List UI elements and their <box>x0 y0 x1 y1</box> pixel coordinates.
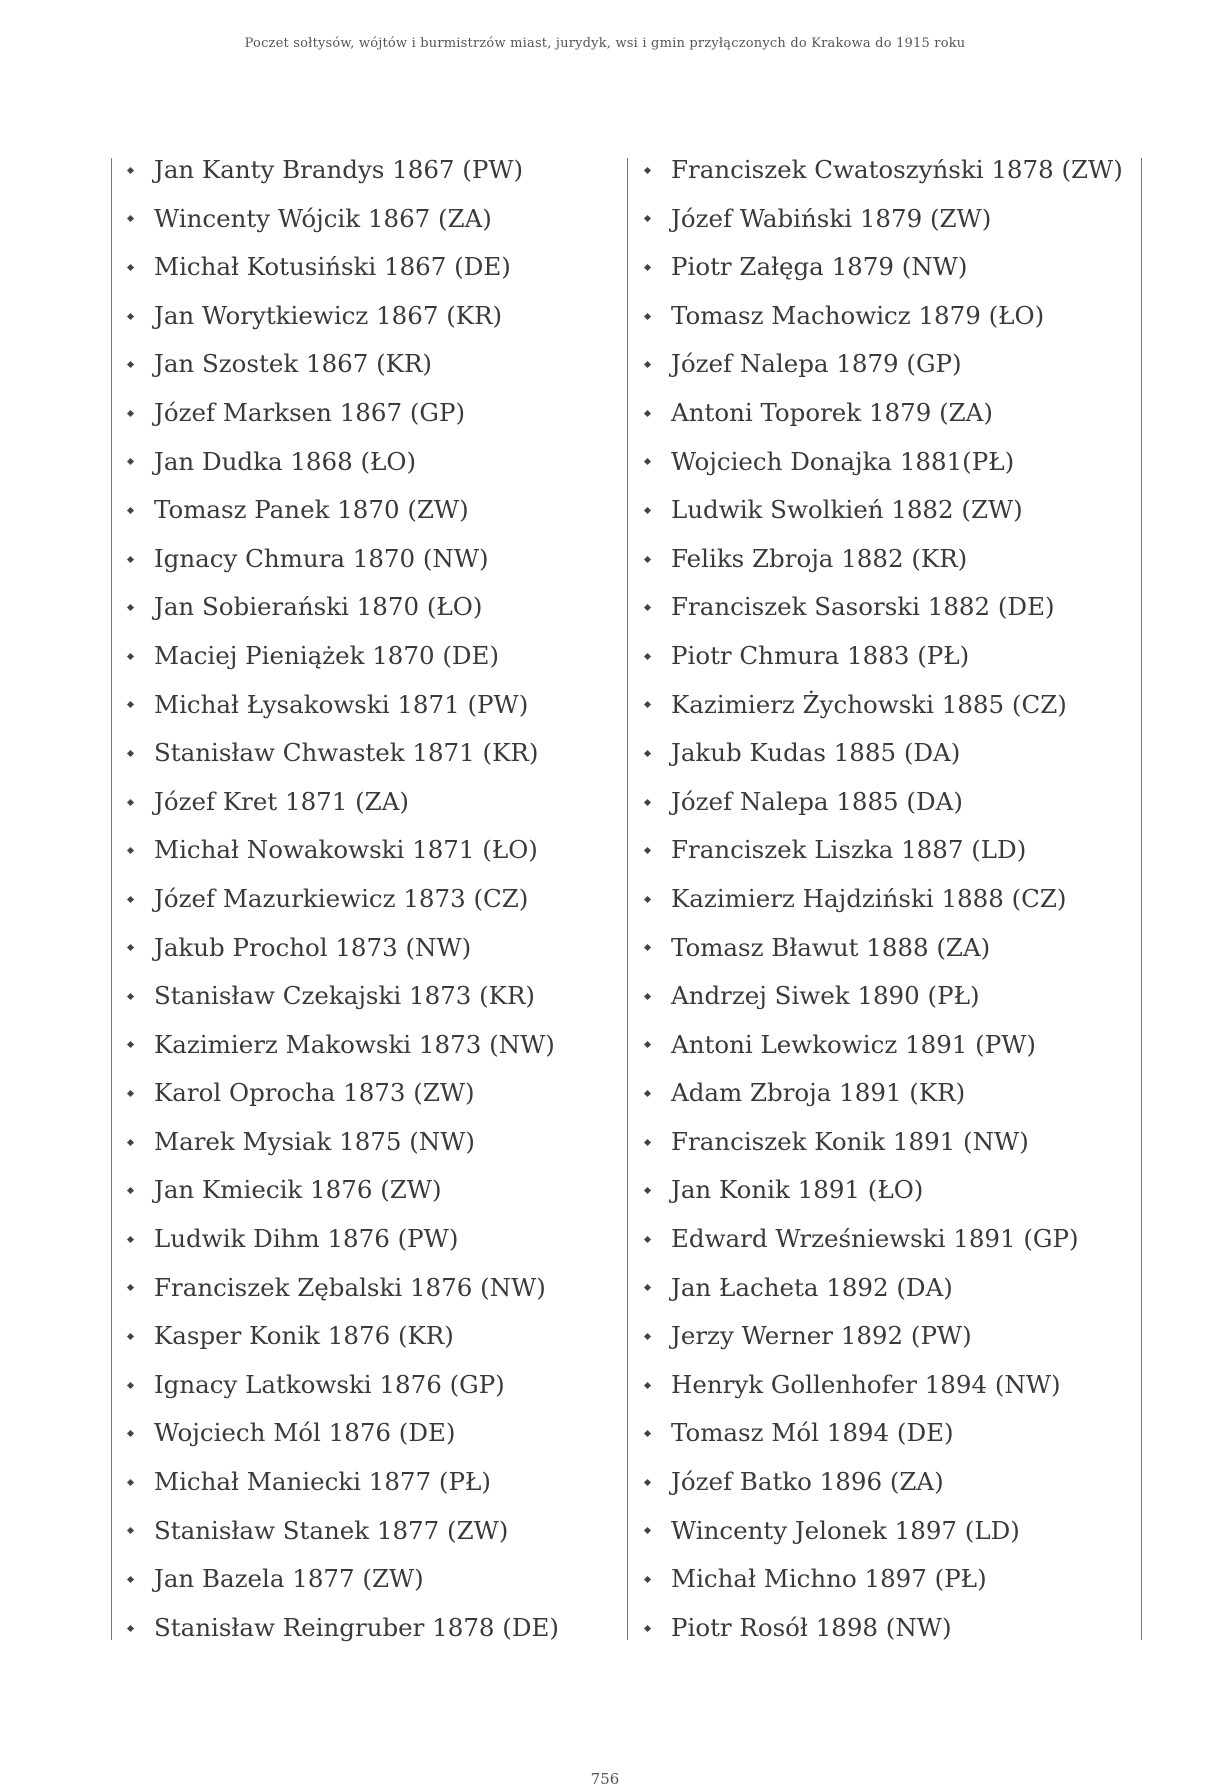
diamond-bullet-icon <box>125 456 136 467</box>
diamond-bullet-icon <box>125 1428 136 1439</box>
diamond-bullet-icon <box>125 1525 136 1536</box>
entry-text: Józef Wabiński 1879 (ZW) <box>671 203 992 233</box>
list-item <box>125 1069 625 1118</box>
list-item <box>642 1458 1137 1507</box>
list-item <box>125 1507 625 1556</box>
list-item <box>642 1312 1137 1361</box>
list-item <box>125 1264 625 1313</box>
diamond-bullet-icon <box>642 602 653 613</box>
list-item <box>125 826 625 875</box>
diamond-bullet-icon <box>125 359 136 370</box>
entry-text: Stanisław Stanek 1877 (ZW) <box>154 1515 509 1545</box>
list-item <box>125 1361 625 1410</box>
list-item <box>642 438 1137 487</box>
list-item <box>125 1021 625 1070</box>
entry-text: Józef Marksen 1867 (GP) <box>154 397 466 427</box>
list-item <box>125 729 625 778</box>
list-item <box>125 535 625 584</box>
entry-text: Jan Szostek 1867 (KR) <box>154 349 432 379</box>
list-item <box>642 195 1137 244</box>
entry-text: Jan Bazela 1877 (ZW) <box>154 1564 424 1594</box>
entry-text: Karol Oprocha 1873 (ZW) <box>154 1078 475 1108</box>
entry-text: Edward Wrześniewski 1891 (GP) <box>671 1224 1079 1254</box>
entry-text: Józef Mazurkiewicz 1873 (CZ) <box>154 883 529 913</box>
list-item <box>642 292 1137 341</box>
left-column-list <box>125 146 625 1652</box>
entry-text: Wojciech Mól 1876 (DE) <box>154 1418 456 1448</box>
entry-text: Stanisław Czekajski 1873 (KR) <box>154 981 535 1011</box>
entry-text: Jan Sobierański 1870 (ŁO) <box>154 592 483 622</box>
entry-text: Ludwik Swolkień 1882 (ZW) <box>671 495 1023 525</box>
entry-text: Adam Zbroja 1891 (KR) <box>671 1078 966 1108</box>
diamond-bullet-icon <box>125 797 136 808</box>
list-item <box>642 146 1137 195</box>
diamond-bullet-icon <box>642 359 653 370</box>
list-item <box>642 583 1137 632</box>
list-item <box>642 389 1137 438</box>
list-item <box>125 1118 625 1167</box>
list-item <box>642 1069 1137 1118</box>
diamond-bullet-icon <box>642 1137 653 1148</box>
list-item <box>125 681 625 730</box>
entry-text: Michał Michno 1897 (PŁ) <box>671 1564 987 1594</box>
diamond-bullet-icon <box>642 456 653 467</box>
list-item <box>642 243 1137 292</box>
list-item <box>125 1312 625 1361</box>
list-item <box>125 632 625 681</box>
list-item <box>642 340 1137 389</box>
list-item <box>642 1409 1137 1458</box>
diamond-bullet-icon <box>125 1623 136 1634</box>
list-item <box>642 826 1137 875</box>
entry-text: Ignacy Latkowski 1876 (GP) <box>154 1369 505 1399</box>
entry-text: Michał Nowakowski 1871 (ŁO) <box>154 835 538 865</box>
list-item <box>125 195 625 244</box>
entry-text: Franciszek Sasorski 1882 (DE) <box>671 592 1055 622</box>
list-item <box>125 292 625 341</box>
list-item <box>642 729 1137 778</box>
diamond-bullet-icon <box>642 1185 653 1196</box>
diamond-bullet-icon <box>125 554 136 565</box>
diamond-bullet-icon <box>125 408 136 419</box>
diamond-bullet-icon <box>642 1477 653 1488</box>
entry-text: Jan Łacheta 1892 (DA) <box>671 1272 953 1302</box>
entry-text: Andrzej Siwek 1890 (PŁ) <box>671 981 980 1011</box>
entry-text: Feliks Zbroja 1882 (KR) <box>671 543 968 573</box>
list-item <box>125 972 625 1021</box>
diamond-bullet-icon <box>125 1185 136 1196</box>
list-item <box>642 1264 1137 1313</box>
list-item <box>642 1166 1137 1215</box>
diamond-bullet-icon <box>642 651 653 662</box>
entry-text: Henryk Gollenhofer 1894 (NW) <box>671 1369 1061 1399</box>
diamond-bullet-icon <box>642 262 653 273</box>
diamond-bullet-icon <box>125 991 136 1002</box>
diamond-bullet-icon <box>642 942 653 953</box>
left-column-rule <box>111 158 112 1640</box>
middle-column-rule <box>627 158 628 1640</box>
entry-text: Kasper Konik 1876 (KR) <box>154 1321 454 1351</box>
diamond-bullet-icon <box>125 165 136 176</box>
list-item <box>642 1361 1137 1410</box>
entry-text: Jan Worytkiewicz 1867 (KR) <box>154 300 503 330</box>
entry-text: Franciszek Zębalski 1876 (NW) <box>154 1272 546 1302</box>
diamond-bullet-icon <box>125 1574 136 1585</box>
entry-text: Józef Kret 1871 (ZA) <box>154 786 409 816</box>
entry-text: Józef Nalepa 1879 (GP) <box>671 349 962 379</box>
list-item <box>125 1215 625 1264</box>
diamond-bullet-icon <box>642 797 653 808</box>
diamond-bullet-icon <box>125 1039 136 1050</box>
entry-text: Stanisław Reingruber 1878 (DE) <box>154 1612 559 1642</box>
page-number: 756 <box>590 1770 620 1788</box>
diamond-bullet-icon <box>642 213 653 224</box>
diamond-bullet-icon <box>125 602 136 613</box>
diamond-bullet-icon <box>125 1137 136 1148</box>
entry-text: Ignacy Chmura 1870 (NW) <box>154 543 489 573</box>
diamond-bullet-icon <box>642 1380 653 1391</box>
diamond-bullet-icon <box>642 1623 653 1634</box>
diamond-bullet-icon <box>642 1282 653 1293</box>
diamond-bullet-icon <box>642 1331 653 1342</box>
diamond-bullet-icon <box>642 408 653 419</box>
list-item <box>642 486 1137 535</box>
entry-text: Tomasz Panek 1870 (ZW) <box>154 495 469 525</box>
list-item <box>642 681 1137 730</box>
list-item <box>125 389 625 438</box>
diamond-bullet-icon <box>642 894 653 905</box>
entry-text: Franciszek Liszka 1887 (LD) <box>671 835 1027 865</box>
diamond-bullet-icon <box>642 554 653 565</box>
diamond-bullet-icon <box>642 1088 653 1099</box>
diamond-bullet-icon <box>642 165 653 176</box>
diamond-bullet-icon <box>125 262 136 273</box>
entry-text: Piotr Rosół 1898 (NW) <box>671 1612 952 1642</box>
entry-text: Józef Batko 1896 (ZA) <box>671 1467 944 1497</box>
diamond-bullet-icon <box>125 1331 136 1342</box>
diamond-bullet-icon <box>125 894 136 905</box>
list-item <box>642 1021 1137 1070</box>
entry-text: Wincenty Jelonek 1897 (LD) <box>671 1515 1020 1545</box>
list-item <box>642 972 1137 1021</box>
diamond-bullet-icon <box>125 942 136 953</box>
entry-text: Jerzy Werner 1892 (PW) <box>671 1321 972 1351</box>
entry-text: Józef Nalepa 1885 (DA) <box>671 786 963 816</box>
list-item <box>642 1215 1137 1264</box>
list-item <box>642 1555 1137 1604</box>
diamond-bullet-icon <box>125 1234 136 1245</box>
entry-text: Tomasz Bławut 1888 (ZA) <box>671 932 991 962</box>
entry-text: Franciszek Konik 1891 (NW) <box>671 1126 1029 1156</box>
entry-text: Michał Łysakowski 1871 (PW) <box>154 689 529 719</box>
diamond-bullet-icon <box>642 1574 653 1585</box>
diamond-bullet-icon <box>642 1428 653 1439</box>
list-item <box>125 1604 625 1653</box>
diamond-bullet-icon <box>642 1234 653 1245</box>
entry-text: Jan Kmiecik 1876 (ZW) <box>154 1175 442 1205</box>
diamond-bullet-icon <box>125 845 136 856</box>
entry-text: Kazimierz Hajdziński 1888 (CZ) <box>671 883 1067 913</box>
list-item <box>642 1604 1137 1653</box>
entry-text: Stanisław Chwastek 1871 (KR) <box>154 738 539 768</box>
entry-text: Jakub Kudas 1885 (DA) <box>671 738 961 768</box>
entry-text: Piotr Chmura 1883 (PŁ) <box>671 640 970 670</box>
diamond-bullet-icon <box>125 748 136 759</box>
entry-text: Wojciech Donajka 1881(PŁ) <box>671 446 1015 476</box>
entry-text: Michał Maniecki 1877 (PŁ) <box>154 1467 491 1497</box>
diamond-bullet-icon <box>642 1525 653 1536</box>
entry-text: Kazimierz Makowski 1873 (NW) <box>154 1029 555 1059</box>
list-item <box>642 778 1137 827</box>
diamond-bullet-icon <box>125 1282 136 1293</box>
list-item <box>642 1507 1137 1556</box>
list-item <box>125 486 625 535</box>
diamond-bullet-icon <box>125 651 136 662</box>
diamond-bullet-icon <box>642 991 653 1002</box>
diamond-bullet-icon <box>642 699 653 710</box>
entry-text: Ludwik Dihm 1876 (PW) <box>154 1224 459 1254</box>
diamond-bullet-icon <box>642 845 653 856</box>
diamond-bullet-icon <box>125 311 136 322</box>
diamond-bullet-icon <box>125 699 136 710</box>
diamond-bullet-icon <box>125 505 136 516</box>
entry-text: Tomasz Machowicz 1879 (ŁO) <box>671 300 1045 330</box>
entry-text: Tomasz Mól 1894 (DE) <box>671 1418 954 1448</box>
list-item <box>125 1166 625 1215</box>
entry-text: Franciszek Cwatoszyński 1878 (ZW) <box>671 155 1123 184</box>
diamond-bullet-icon <box>642 1039 653 1050</box>
entry-text: Antoni Toporek 1879 (ZA) <box>671 397 993 427</box>
list-item <box>642 535 1137 584</box>
diamond-bullet-icon <box>125 1477 136 1488</box>
list-item <box>125 340 625 389</box>
running-header: Poczet sołtysów, wójtów i burmistrzów miast, jurydyk, wsi i gmin przyłączonych do Krakowa do 1915 roku <box>244 36 966 51</box>
entry-text: Piotr Załęga 1879 (NW) <box>671 252 968 282</box>
list-item <box>642 632 1137 681</box>
diamond-bullet-icon <box>642 748 653 759</box>
right-column-rule <box>1141 158 1142 1640</box>
entry-text: Wincenty Wójcik 1867 (ZA) <box>154 203 492 233</box>
diamond-bullet-icon <box>125 213 136 224</box>
list-item <box>125 1409 625 1458</box>
list-item <box>125 146 625 195</box>
entry-text: Jakub Prochol 1873 (NW) <box>154 932 472 962</box>
entry-text: Jan Dudka 1868 (ŁO) <box>154 446 417 476</box>
entry-text: Marek Mysiak 1875 (NW) <box>154 1126 475 1156</box>
entry-text: Jan Konik 1891 (ŁO) <box>671 1175 924 1205</box>
list-item <box>125 875 625 924</box>
list-item <box>642 1118 1137 1167</box>
entry-text: Michał Kotusiński 1867 (DE) <box>154 252 511 282</box>
list-item <box>125 1458 625 1507</box>
right-column-list <box>642 146 1137 1652</box>
list-item <box>125 1555 625 1604</box>
diamond-bullet-icon <box>642 311 653 322</box>
list-item <box>125 243 625 292</box>
list-item <box>642 875 1137 924</box>
diamond-bullet-icon <box>125 1380 136 1391</box>
list-item <box>125 438 625 487</box>
list-item <box>125 924 625 973</box>
list-item <box>642 924 1137 973</box>
diamond-bullet-icon <box>642 505 653 516</box>
list-item <box>125 583 625 632</box>
entry-text: Jan Kanty Brandys 1867 (PW) <box>154 155 524 184</box>
list-item <box>125 778 625 827</box>
entry-text: Kazimierz Żychowski 1885 (CZ) <box>671 689 1067 719</box>
entry-text: Maciej Pieniążek 1870 (DE) <box>154 640 499 670</box>
diamond-bullet-icon <box>125 1088 136 1099</box>
entry-text: Antoni Lewkowicz 1891 (PW) <box>671 1029 1036 1059</box>
